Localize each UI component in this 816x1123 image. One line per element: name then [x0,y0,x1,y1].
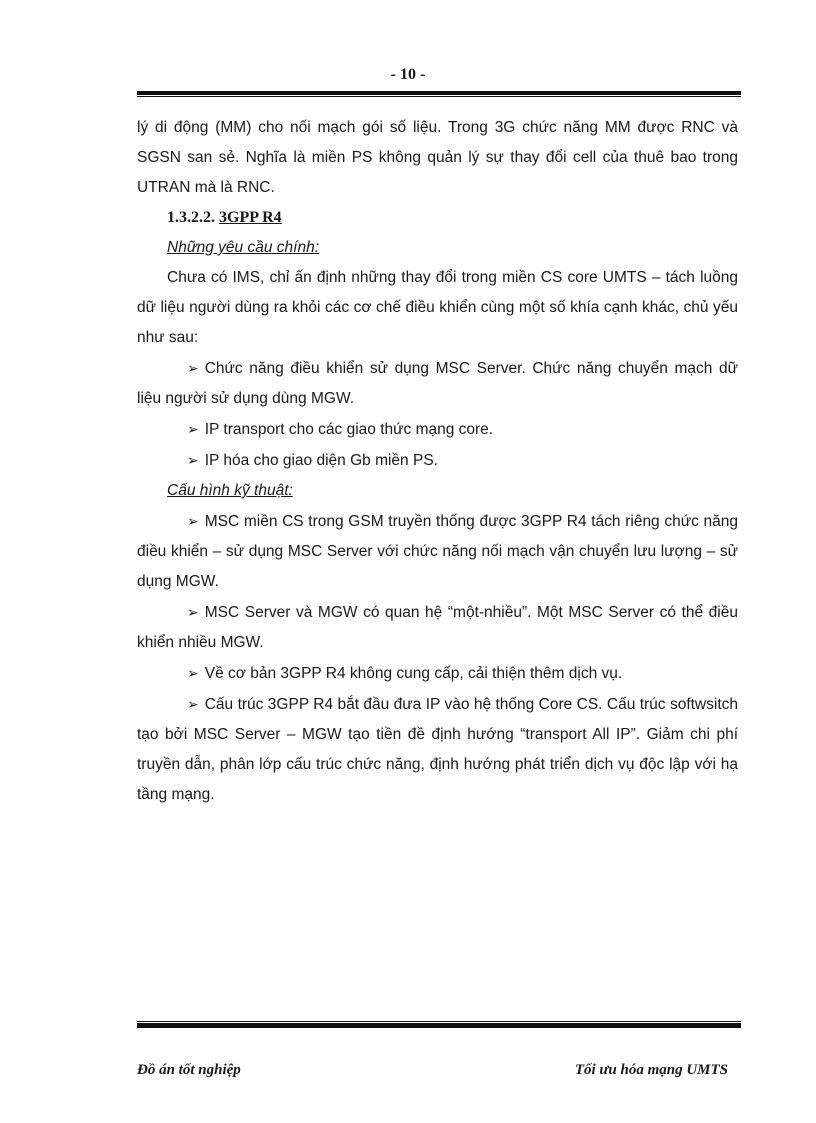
subheading: Những yêu cầu chính: [167,239,320,256]
arrowhead-bullet-icon: ➢ [187,665,199,681]
bullet-text: Cấu trúc 3GPP R4 bắt đầu đưa IP vào hệ thống Core CS. Cấu trúc softwsitch tạo bởi MSC Server – MGW tạo tiền đề định hướng “transport All IP”. Giảm chi phí truyền dẫn, phân lớp cấu trúc chức năng, định hướng phát triển dịch vụ độc lập với hạ tầng mạng. [137,696,738,803]
arrowhead-bullet-icon: ➢ [187,696,199,712]
bullet-text: IP transport cho các giao thức mạng core. [204,421,494,438]
bullet-item [137,597,738,658]
section-title: 3GPP R4 [219,209,282,226]
bullet-item [137,689,738,810]
paragraph: lý di động (MM) cho nối mạch gói số liệu. Trong 3G chức năng MM được RNC và SGSN san sẻ. Nghĩa là miền PS không quản lý sự thay đổi cell của thuê bao trong UTRAN mà là RNC. [137,119,738,196]
bullet-text: Về cơ bản 3GPP R4 không cung cấp, cải thiện thêm dịch vụ. [204,665,623,682]
bullet-item [137,506,738,597]
bullet-item [137,445,738,476]
section-number: 1.3.2.2. [167,209,215,226]
page-number: - 10 - [390,66,426,83]
bullet-item [137,414,738,445]
bullet-text: MSC miền CS trong GSM truyền thống được 3GPP R4 tách riêng chức năng điều khiển – sử dụng MSC Server với chức năng nối mạch vận chuyển lưu lượng – sử dụng MGW. [137,513,738,590]
footer-left-text: Đồ án tốt nghiệp [137,1062,241,1078]
arrowhead-bullet-icon: ➢ [187,513,199,529]
bullet-text: MSC Server và MGW có quan hệ “một-nhiều”. Một MSC Server có thể điều khiển nhiều MGW. [137,604,738,651]
section-heading [137,203,738,233]
paragraph: Chưa có IMS, chỉ ấn định những thay đổi trong miền CS core UMTS – tách luồng dữ liệu người dùng ra khỏi các cơ chế điều khiển cùng một số khía cạnh khác, chủ yếu như sau: [137,269,738,346]
header-rule [137,91,741,98]
body-text [137,113,738,810]
arrowhead-bullet-icon: ➢ [187,452,199,468]
footer-right-text: Tối ưu hóa mạng UMTS [574,1062,728,1078]
arrowhead-bullet-icon: ➢ [187,360,199,376]
bullet-text: IP hóa cho giao diện Gb miền PS. [204,452,438,469]
bullet-item [137,353,738,414]
bullet-item [137,658,738,689]
arrowhead-bullet-icon: ➢ [187,421,199,437]
footer-rule [137,1021,741,1029]
bullet-text: Chức năng điều khiển sử dụng MSC Server. Chức năng chuyển mạch dữ liệu người sử dụng dùng MGW. [137,360,738,407]
arrowhead-bullet-icon: ➢ [187,604,199,620]
subheading: Cấu hình kỹ thuật: [167,482,293,499]
